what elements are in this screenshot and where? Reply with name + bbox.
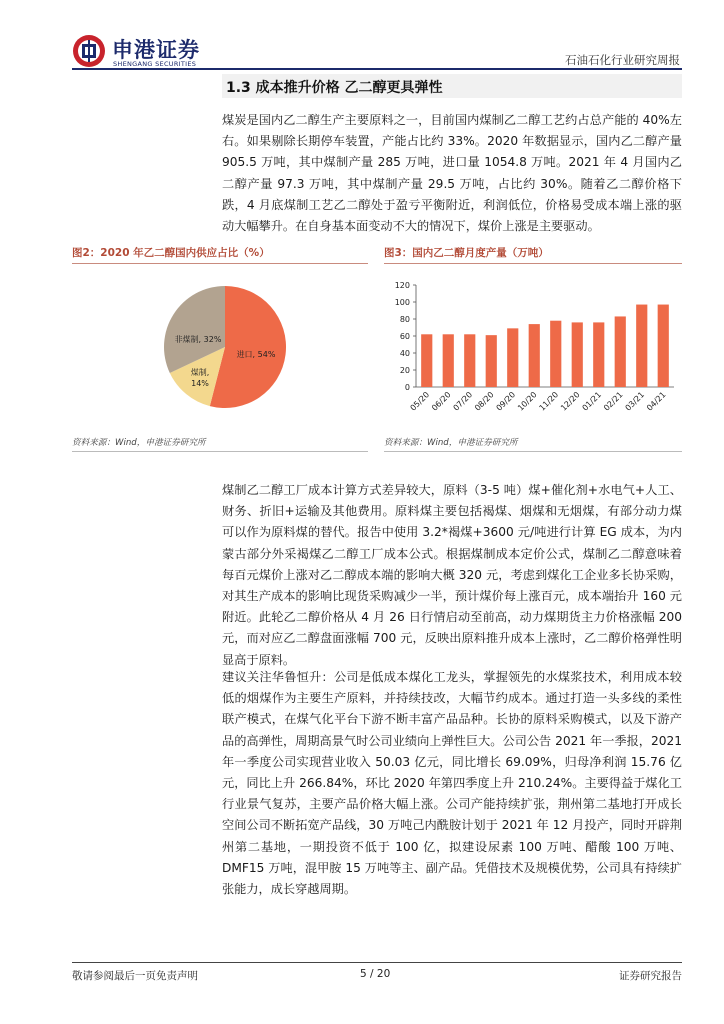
- pie-label-1: 煤制,: [190, 368, 210, 377]
- logo-mark-icon: [72, 34, 106, 68]
- bar-03/21: [636, 305, 647, 387]
- x-tick-label-9: 02/21: [601, 390, 625, 413]
- x-tick-label-10: 03/21: [623, 390, 647, 413]
- x-tick-label-7: 12/20: [558, 390, 582, 413]
- bar-07/20: [464, 334, 475, 387]
- header-title: 石油石化行业研究周报: [565, 53, 680, 67]
- x-tick-label-4: 09/20: [494, 390, 518, 413]
- paragraph-coal-share: 煤炭是国内乙二醇生产主要原料之一，目前国内煤制乙二醇工艺约占总产能的 40%左右。如果剔除长期停车装置，产能占比约 33%。2020 年数据显示，国内乙二醇产量 905.5 万吨，其中煤制产量 285 万吨，进口量 1054.8 万吨。2021 年 4 月国内乙二醇产量 97.3 万吨，其中煤制产量 29.5 万吨，占比约 30%。随着乙二醇价格下跌，4 月底煤制工艺乙二醇处于盈亏平衡附近，利润低位，价格易受成本端上涨的驱动大幅攀升。在自身基本面变动不大的情况下，煤价上涨是主要驱动。: [222, 113, 682, 234]
- section-heading: [222, 74, 682, 98]
- bar-08/20: [486, 335, 497, 387]
- footer-divider: [72, 962, 682, 963]
- y-tick-label-5: 100: [394, 298, 410, 307]
- x-tick-label-5: 10/20: [515, 390, 539, 413]
- y-tick-label-0: 0: [404, 383, 410, 392]
- section-heading-text: 1.3 成本推升价格 乙二醇更具弹性: [226, 80, 443, 96]
- bar-01/21: [593, 322, 604, 387]
- footer-disclaimer: 敬请参阅最后一页免责声明: [72, 970, 198, 982]
- bar-02/21: [615, 316, 626, 387]
- bar-12/20: [572, 322, 583, 387]
- x-tick-label-11: 04/21: [644, 390, 668, 413]
- bar-05/20: [421, 334, 432, 387]
- figure-2-bottom-divider: [72, 451, 368, 452]
- paragraph-cost-formula: 煤制乙二醇工厂成本计算方式差异较大，原料（3-5 吨）煤+催化剂+水电气+人工、财务、折旧+运输及其他费用。原料煤主要包括褐煤、烟煤和无烟煤，有部分动力煤可以作为原料煤的替代。报告中使用 3.2*褐煤+3600 元/吨进行计算 EG 成本，为内蒙古部分外采褐煤乙二醇工厂成本公式。根据煤制成本定价公式，煤制乙二醇意味着每百元煤价上涨对乙二醇成本端的影响大概 320 元，考虑到煤化工企业多长协采购，对其生产成本的影响比现货采购减少一半，预计煤价每上涨百元，成本端抬升 160 元附近。此轮乙二醇价格从 4 月 26 日行情启动至前高，动力煤期货主力价格涨幅 200 元，而对应乙二醇盘面涨幅 700 元，反映出原料推升成本上涨时，乙二醇价格弹性明显高于原料。: [222, 483, 682, 667]
- x-tick-label-8: 01/21: [580, 390, 604, 413]
- figure-3-title: 图3：国内乙二醇月度产量（万吨）: [384, 247, 549, 259]
- bar-06/20: [443, 334, 454, 387]
- footer-report-type: 证券研究报告: [619, 970, 682, 982]
- figure-2-source: 资料来源：Wind，申港证券研究所: [72, 438, 206, 448]
- pie-label-2: 非煤制, 32%: [174, 335, 222, 344]
- pie-chart: [150, 282, 300, 412]
- figure-3-title-divider: [384, 263, 682, 264]
- figure-3-bottom-divider: [384, 451, 682, 452]
- bar-chart: [384, 270, 682, 435]
- y-tick-label-3: 60: [399, 332, 410, 341]
- bar-11/20: [550, 321, 561, 387]
- x-tick-label-1: 06/20: [429, 390, 453, 413]
- figure-3-source: 资料来源：Wind，申港证券研究所: [384, 438, 518, 448]
- figure-2-title: 图2：2020 年乙二醇国内供应占比（%）: [72, 247, 270, 259]
- x-tick-label-3: 08/20: [472, 390, 496, 413]
- y-tick-label-1: 20: [399, 366, 410, 375]
- figure-2-title-divider: [72, 263, 368, 264]
- x-tick-label-2: 07/20: [451, 390, 475, 413]
- page-number: 5 / 20: [360, 968, 391, 980]
- pie-label-0: 进口, 54%: [236, 350, 276, 359]
- logo-text-cn: 申港证券: [112, 38, 200, 62]
- x-tick-label-6: 11/20: [537, 390, 561, 413]
- y-tick-label-6: 120: [394, 281, 410, 290]
- x-tick-label-0: 05/20: [408, 390, 432, 413]
- bar-10/20: [529, 324, 540, 387]
- y-tick-label-4: 80: [399, 315, 410, 324]
- bar-09/20: [507, 328, 518, 387]
- header-divider: [72, 68, 682, 70]
- pie-label-1-line2: 14%: [191, 379, 209, 388]
- logo-text-en: SHENGANG SECURITIES: [113, 60, 197, 68]
- y-tick-label-2: 40: [399, 349, 410, 358]
- bar-04/21: [658, 305, 669, 387]
- paragraph-company-recommendation: 建议关注华鲁恒升：公司是低成本煤化工龙头，掌握领先的水煤浆技术，利用成本较低的烟煤作为主要生产原料，并持续技改，大幅节约成本。通过打造一头多线的柔性联产模式，在煤气化平台下游不断丰富产品品种。长协的原料采购模式，以及下游产品的高弹性，周期高景气时公司业绩向上弹性巨大。公司公告 2021 年一季报，2021 年一季度公司实现营业收入 50.03 亿元，同比增长 69.09%，归母净利润 15.76 亿元，同比上升 266.84%，环比 2020 年第四季度上升 210.24%。主要得益于煤化工行业景气复苏，主要产品价格大幅上涨。公司产能持续扩张，荆州第二基地打开成长空间公司不断拓宽产品线，30 万吨己内酰胺计划于 2021 年 12 月投产，同时开辟荆州第二基地，一期投资不低于 100 亿，拟建设尿素 100 万吨、醋酸 100 万吨、DMF15 万吨，混甲胺 15 万吨等主、副产品。凭借技术及规模优势，公司具有持续扩张能力，成长穿越周期。: [222, 670, 682, 897]
